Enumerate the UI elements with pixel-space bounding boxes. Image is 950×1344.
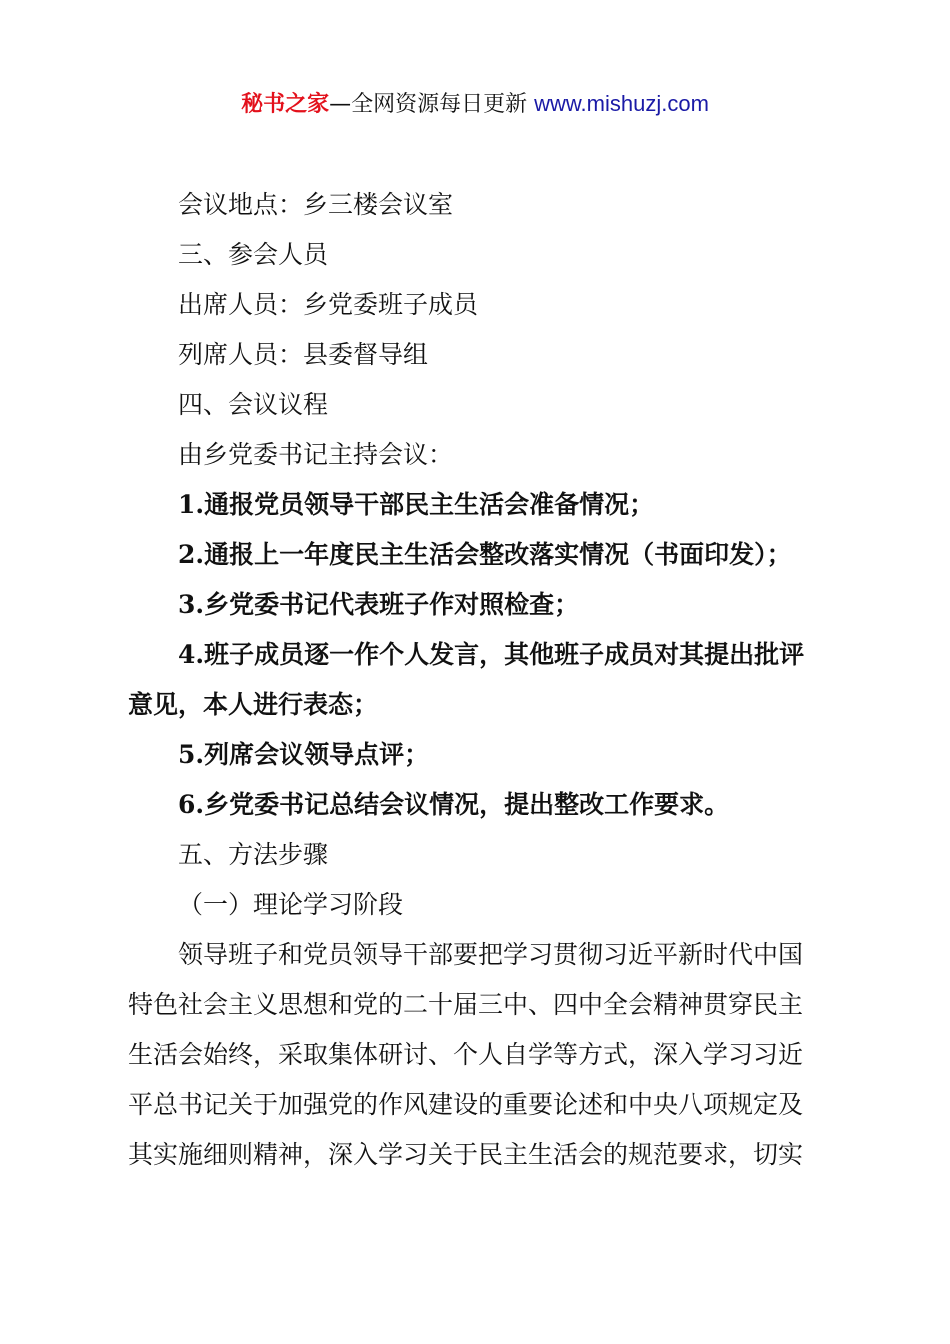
observers-line: 列席人员：县委督导组 xyxy=(178,340,429,369)
page-header xyxy=(0,88,950,121)
agenda-number: 5. xyxy=(178,740,205,769)
agenda-text: 班子成员逐一作个人发言，其他班子成员对其提出批评 xyxy=(204,640,805,669)
paragraph-line: 生活会始终，采取集体研讨、个人自学等方式，深入学习习近 xyxy=(128,1040,804,1069)
agenda-item-5 xyxy=(128,730,834,780)
agenda-number: 3. xyxy=(178,590,205,619)
agenda-item-4 xyxy=(128,630,834,680)
section-agenda-heading: 四、会议议程 xyxy=(178,390,329,419)
brand-name: 秘书之家 xyxy=(241,92,330,117)
document-body xyxy=(128,180,834,1180)
agenda-text: 通报上一年度民主生活会整改落实情况（书面印发）； xyxy=(204,540,792,569)
agenda-item-6 xyxy=(128,780,834,830)
header-slogan: —全网资源每日更新 xyxy=(329,92,535,117)
agenda-number: 4. xyxy=(178,640,205,669)
agenda-item-1 xyxy=(128,480,834,530)
agenda-item-4-continued: 意见，本人进行表态； xyxy=(128,690,379,719)
meeting-location: 会议地点：乡三楼会议室 xyxy=(178,190,454,219)
agenda-number: 2. xyxy=(178,540,205,569)
paragraph-line: 特色社会主义思想和党的二十届三中、四中全会精神贯穿民主 xyxy=(128,990,804,1019)
chair-line: 由乡党委书记主持会议： xyxy=(178,440,454,469)
site-url[interactable]: www.mishuzj.com xyxy=(534,91,709,116)
subsection-theory-study: （一）理论学习阶段 xyxy=(178,890,404,919)
agenda-text: 乡党委书记代表班子作对照检查； xyxy=(204,590,580,619)
section-methods-heading: 五、方法步骤 xyxy=(178,840,329,869)
paragraph-line: 其实施细则精神，深入学习关于民主生活会的规范要求，切实 xyxy=(128,1140,804,1169)
agenda-number: 1. xyxy=(178,490,205,519)
attendees-line: 出席人员：乡党委班子成员 xyxy=(178,290,479,319)
agenda-item-2 xyxy=(128,530,834,580)
section-participants-heading: 三、参会人员 xyxy=(178,240,329,269)
paragraph-line: 领导班子和党员领导干部要把学习贯彻习近平新时代中国 xyxy=(178,940,804,969)
paragraph-line: 平总书记关于加强党的作风建设的重要论述和中央八项规定及 xyxy=(128,1090,804,1119)
agenda-item-3 xyxy=(128,580,834,630)
agenda-text: 通报党员领导干部民主生活会准备情况； xyxy=(204,490,655,519)
agenda-number: 6. xyxy=(178,790,205,819)
agenda-text: 乡党委书记总结会议情况，提出整改工作要求。 xyxy=(204,790,730,819)
agenda-text: 列席会议领导点评； xyxy=(204,740,430,769)
